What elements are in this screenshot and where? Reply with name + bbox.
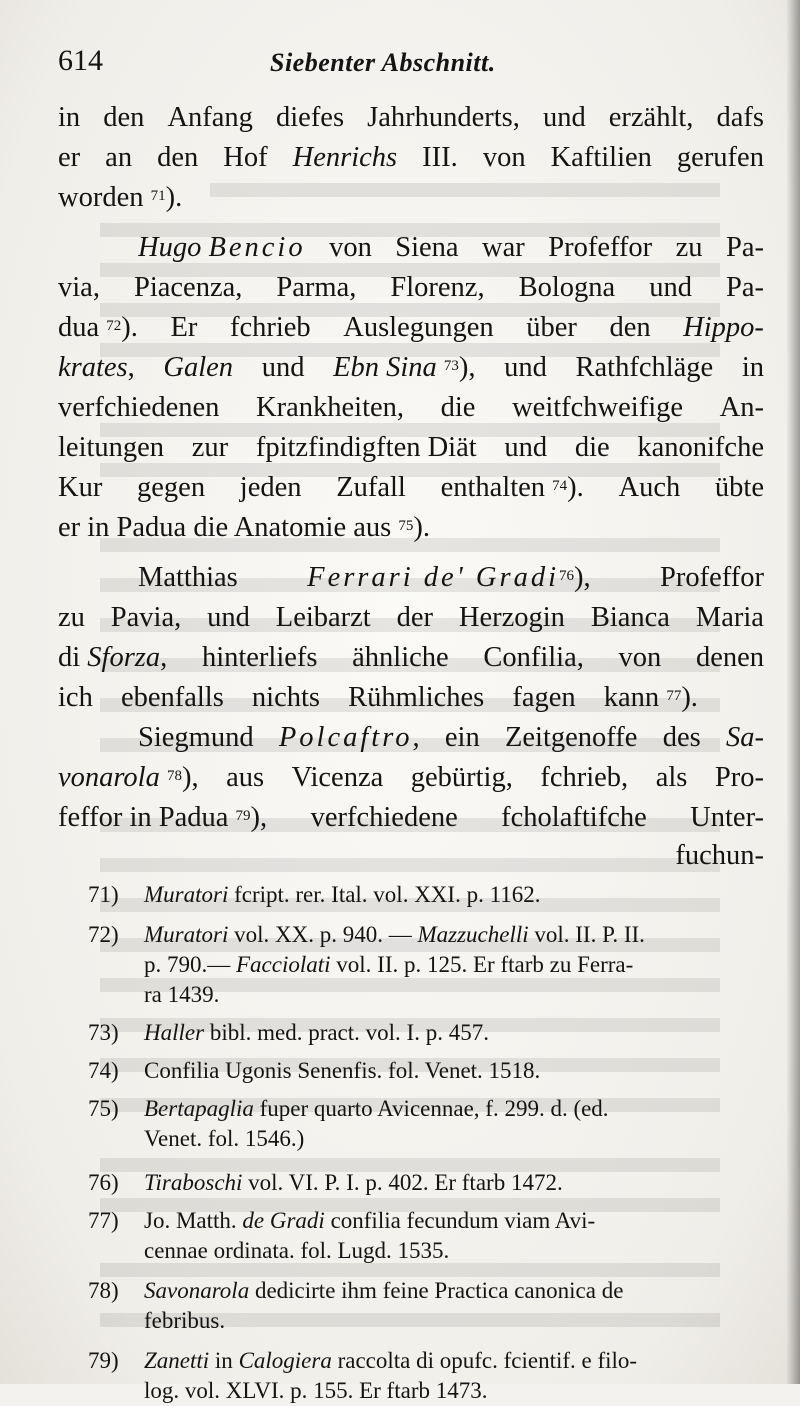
page-edge-shadow [786,0,800,1384]
italic-name: Hugo [138,232,202,263]
footnote-text: ra 1439. [144,982,220,1007]
word: gerufen [676,142,764,173]
footnote-author: Tiraboschi [144,1170,243,1195]
footnote-author: Zanetti [144,1348,210,1373]
text-line [58,98,764,138]
word: ), [574,562,591,593]
word: fpitzfindigften Diät [255,432,477,463]
italic-name: Ebn Sina [333,352,437,383]
word: des [662,722,701,753]
word: und [542,102,586,133]
word: und [504,432,548,463]
word: kanonifche [637,432,764,463]
footnote-text: vol. XX. p. 940. — [228,922,418,947]
footnote-77-cont [88,1236,800,1266]
footnote-ref: 71 [150,188,166,204]
footnote-71 [88,880,764,910]
footnote-number: 79) [88,1348,119,1373]
italic-name: Galen [163,352,234,383]
word: in [741,352,764,383]
spaced-name: Bencio [208,232,306,263]
word: die [440,392,476,423]
word: Pro- [714,762,764,793]
word: fcholaftifche [501,802,647,833]
word: weitfchweifige [512,392,684,423]
word: den [103,102,145,133]
word: leitungen [58,432,165,463]
word: übte [714,472,764,503]
word: und [261,352,305,383]
word: erzählt, [608,102,694,133]
word: fchrieb [229,312,311,343]
word: Confilia, [483,642,584,673]
footnote-text: Venet. fol. 1546.) [144,1126,305,1151]
word: ). [165,182,183,213]
footnote-text: fcript. rer. Ital. vol. XXI. p. 1162. [228,882,541,907]
word: Vicenza [291,762,384,793]
footnote-72 [88,920,764,950]
word: Hof [223,142,268,173]
word: verfchiedenen [58,392,220,423]
word: er [58,142,81,173]
word: denen [695,642,764,673]
footnote-text: confilia fecundum viam Avi- [324,1208,596,1233]
word: Piacenza, [133,272,243,303]
word: ähnliche [352,642,449,673]
footnote-number: 72) [88,922,119,947]
footnote-75 [88,1094,764,1124]
word: und [649,272,692,303]
word: Herzogin [458,602,565,633]
word: Maria [695,602,764,633]
footnote-ref: 73 [443,358,459,374]
word: Rühmliches [348,682,485,713]
word: gebürtig, [410,762,513,793]
word: Siegmund [138,722,254,753]
italic-name: Henrichs [292,142,398,173]
word: Auch [618,472,681,503]
word: verfchiedene [310,802,458,833]
word: ). [413,512,430,543]
word: Jahrhunderts, [367,102,520,133]
footnote-author: Mazzuchelli [417,922,529,947]
word: III. [422,142,458,173]
word: den [157,142,199,173]
footnote-number: 76) [88,1170,119,1195]
word: jeden [239,472,302,503]
word: dafs [716,102,764,133]
word: ). [567,472,584,503]
catchword: fuchun- [675,840,764,871]
footnote-author: Facciolati [236,952,331,977]
footnote-text: Confilia Ugonis Senenfis. fol. Venet. 1518. [144,1058,541,1083]
word: nichts [251,682,320,713]
footnote-text: Jo. Matth. [144,1208,243,1233]
word: Unter- [690,802,764,833]
word: war [482,232,525,263]
footnote-ref: 76 [559,568,574,584]
word: worden [58,182,151,213]
text-line [58,508,764,548]
word: Pa- [726,232,764,263]
word: enthalten [440,472,546,503]
footnote-text: vol. II. p. 125. Er ftarb zu Ferra- [330,952,634,977]
word: Kur [58,472,103,503]
word: diefes [276,102,345,133]
word: hinterliefs [201,642,318,673]
word: ). [121,312,138,343]
footnote-75-cont [88,1124,800,1154]
footnote-ref: 75 [398,518,414,534]
word: dua [58,312,100,343]
word: er in Padua die Anatomie aus [58,512,392,543]
word: kann [603,682,660,713]
footnote-author: Calogiera [238,1348,332,1373]
footnote-79 [88,1346,764,1376]
footnote-79-cont [88,1376,800,1406]
word: Siena [395,232,459,263]
word: und [207,602,250,633]
footnote-author: Haller [144,1020,205,1045]
word: Profeffor [660,562,764,593]
text-line [58,798,764,838]
footnote-number: 78) [88,1278,119,1303]
word: ich [58,682,93,713]
word: Anfang [167,102,253,133]
word: Pavia, [110,602,182,633]
footnote-ref: 77 [666,688,682,704]
word: Leibarzt [275,602,371,633]
text-line [58,308,764,348]
footnote-text: p. 790.— [144,952,236,977]
footnote-author: Bertapaglia [144,1096,254,1121]
footnote-ref: 78 [166,768,182,784]
italic-name: krates [58,352,128,383]
word: Auslegungen [343,312,494,343]
footnote-author: de Gradi [242,1208,325,1233]
footnote-text: log. vol. XLVI. p. 155. Er ftarb 1473. [144,1378,488,1403]
text-line [58,178,764,218]
spaced-name: Ferrari de' Gradi [307,562,559,593]
text-line [58,598,764,638]
word: ebenfalls [120,682,224,713]
footnote-text: febribus. [144,1308,226,1333]
word: Florenz, [390,272,485,303]
footnote-number: 73) [88,1020,119,1045]
text-line [58,138,764,178]
footnote-72-cont2 [88,980,800,1010]
footnote-77 [88,1206,764,1236]
footnote-78 [88,1276,764,1306]
word: Kaftilien [550,142,652,173]
word: fagen [512,682,576,713]
footnote-74 [88,1056,764,1086]
word: An- [719,392,764,423]
footnote-author: Savonarola [144,1278,250,1303]
italic-name: Sa- [725,722,764,753]
italic-name: Hippo- [683,312,764,343]
footnote-ref: 79 [235,808,251,824]
text-line [58,638,764,678]
spaced-name: Polcaftro [278,722,413,753]
word: den [609,312,651,343]
word: fchrieb, [540,762,629,793]
word: als [655,762,688,793]
footnote-ref: 72 [106,318,122,334]
word: aus [226,762,265,793]
text-line [138,228,764,268]
word: ), [458,352,476,383]
word: Er [170,312,198,343]
word: von [482,142,526,173]
text-line [58,388,764,428]
word: Matthias [138,562,238,593]
word: ein [444,722,480,753]
running-head: Siebenter Abschnitt. [270,48,496,77]
footnote-number: 71) [88,882,119,907]
word: Rathfchläge [575,352,714,383]
word: und [504,352,547,383]
word: Bianca [590,602,670,633]
footnote-72-cont [88,950,800,980]
word: Bologna [518,272,616,303]
word: , [127,352,135,383]
word: Profeffor [548,232,653,263]
footnote-78-cont [88,1306,800,1336]
footnote-text: raccolta di opufc. fcientif. e filo- [331,1348,638,1373]
text-line [138,558,764,598]
word: in [58,102,81,133]
word: an [105,142,133,173]
word: Zeitgenoffe [505,722,638,753]
text-line [58,268,764,308]
word: ). [681,682,698,713]
word: feffor in Padua [58,802,229,833]
word: der [396,602,433,633]
italic-name: vonarola [58,762,160,793]
footnote-text: in [209,1348,239,1373]
word: von [329,232,372,263]
footnote-number: 74) [88,1058,119,1083]
text-line: Siegmund Polcaftro, ein Zeitgenoffe des Sa- [138,718,764,758]
footnote-text: bibl. med. pract. vol. I. p. 457. [204,1020,489,1045]
word: , [160,642,168,673]
footnote-author: Muratori [144,882,229,907]
page-header [58,42,758,82]
text-line [58,678,764,718]
footnote-number: 77) [88,1208,119,1233]
footnote-text: fuper quarto Avicennae, f. 299. d. (ed. [253,1096,609,1121]
word: gegen [137,472,206,503]
footnote-text: vol. II. P. II. [528,922,645,947]
word: via, [58,272,100,303]
footnote-author: Muratori [144,922,229,947]
footnote-text: cennae ordinata. fol. Lugd. 1535. [144,1238,450,1263]
word: ), [181,762,199,793]
word: Parma, [276,272,357,303]
italic-name: Sforza [87,642,161,673]
footnote-number: 75) [88,1096,119,1121]
word: zu [675,232,703,263]
word: di [58,642,81,673]
word: Pa- [726,272,764,303]
footnote-73 [88,1018,764,1048]
text-line [58,348,764,388]
word: Zufall [336,472,406,503]
text-line [58,758,764,798]
word: die [574,432,610,463]
text-line [58,428,764,468]
word: zur [191,432,229,463]
footnote-text: dedicirte ihm feine Practica canonica de [249,1278,624,1303]
footnote-76 [88,1168,764,1198]
word: ), [250,802,268,833]
word: von [618,642,662,673]
word: Krankheiten, [256,392,405,423]
word: zu [58,602,85,633]
word: über [526,312,577,343]
text-line [58,468,764,508]
footnote-text: vol. VI. P. I. p. 402. Er ftarb 1472. [242,1170,563,1195]
page-number: 614 [58,44,103,77]
footnote-ref: 74 [552,478,568,494]
